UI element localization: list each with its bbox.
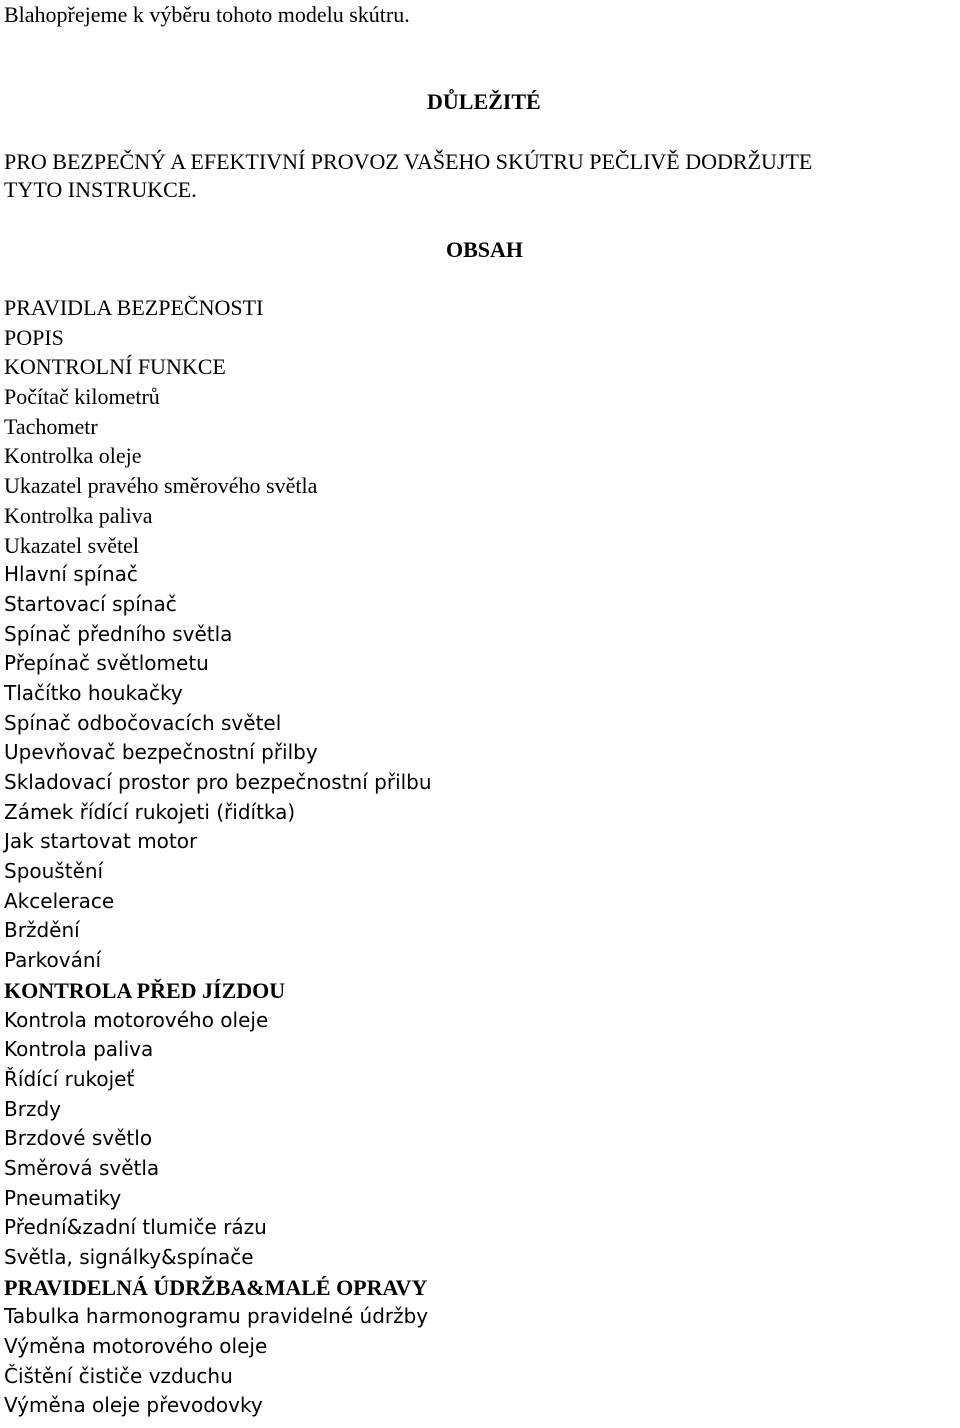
contents-heading: OBSAH xyxy=(446,237,524,262)
toc-item: Startovací spínač xyxy=(4,591,177,616)
toc-item: Tachometr xyxy=(4,413,98,439)
toc-item: Upevňovač bezpečnostní přilby xyxy=(4,740,318,765)
important-text-line-1: PRO BEZPEČNÝ A EFEKTIVNÍ PROVOZ VAŠEHO SKÚTRU PEČLIVĚ DODRŽUJTE xyxy=(4,149,813,174)
toc-item: KONTROLA PŘED JÍZDOU xyxy=(4,977,286,1003)
toc-item: Brždění xyxy=(4,918,80,943)
important-text-line-2: TYTO INSTRUKCE. xyxy=(4,177,197,202)
toc-item: Světla, signálky&spínače xyxy=(4,1245,254,1269)
toc-item: Spouštění xyxy=(4,859,104,884)
toc-item: Parkování xyxy=(4,948,102,973)
toc-item: Spínač odbočovacích světel xyxy=(4,710,282,735)
toc-item: Výměna motorového oleje xyxy=(4,1334,268,1359)
greeting-text: Blahopřejeme k výběru tohoto modelu skútru. xyxy=(4,2,410,27)
toc-item: Kontrolka paliva xyxy=(4,502,153,528)
toc-item: Výměna oleje převodovky xyxy=(4,1393,263,1418)
toc-item: Spínač předního světla xyxy=(4,621,233,646)
toc-item: Brzdové světlo xyxy=(4,1126,153,1151)
toc-item: Brzdy xyxy=(4,1096,61,1121)
toc-item: Čištění čističe vzduchu xyxy=(4,1363,233,1388)
toc-item: PRAVIDELNÁ ÚDRŽBA&MALÉ OPRAVY xyxy=(4,1274,428,1300)
toc-item: Kontrola paliva xyxy=(4,1037,154,1062)
toc-item: Tlačítko houkačky xyxy=(4,680,183,705)
toc-item: Skladovací prostor pro bezpečnostní přilbu xyxy=(4,770,432,794)
toc-item: Kontrola motorového oleje xyxy=(4,1007,269,1032)
toc-item: Počítač kilometrů xyxy=(4,384,160,410)
toc-item: Řídící rukojeť xyxy=(4,1066,135,1091)
toc-item: Přepínač světlometu xyxy=(4,651,209,676)
toc-item: Hlavní spínač xyxy=(4,562,138,587)
toc-item: Tabulka harmonogramu pravidelné údržby xyxy=(4,1304,429,1329)
toc-item: PRAVIDLA BEZPEČNOSTI xyxy=(4,295,264,320)
toc-item: POPIS xyxy=(4,324,64,350)
toc-item: Akcelerace xyxy=(4,888,115,913)
toc-item: Ukazatel světel xyxy=(4,532,139,558)
toc-item: Ukazatel pravého směrového světla xyxy=(4,473,318,499)
toc-item: Jak startovat motor xyxy=(4,829,198,854)
toc-item: KONTROLNÍ FUNKCE xyxy=(4,354,226,380)
toc-item: Směrová světla xyxy=(4,1155,160,1180)
toc-item: Přední&zadní tlumiče rázu xyxy=(4,1215,267,1240)
toc-item: Zámek řídící rukojeti (řidítka) xyxy=(4,799,296,824)
toc-item: Kontrolka oleje xyxy=(4,443,142,469)
toc-item: Pneumatiky xyxy=(4,1185,122,1210)
important-heading: DŮLEŽITÉ xyxy=(427,89,541,114)
table-of-contents xyxy=(4,293,432,1421)
